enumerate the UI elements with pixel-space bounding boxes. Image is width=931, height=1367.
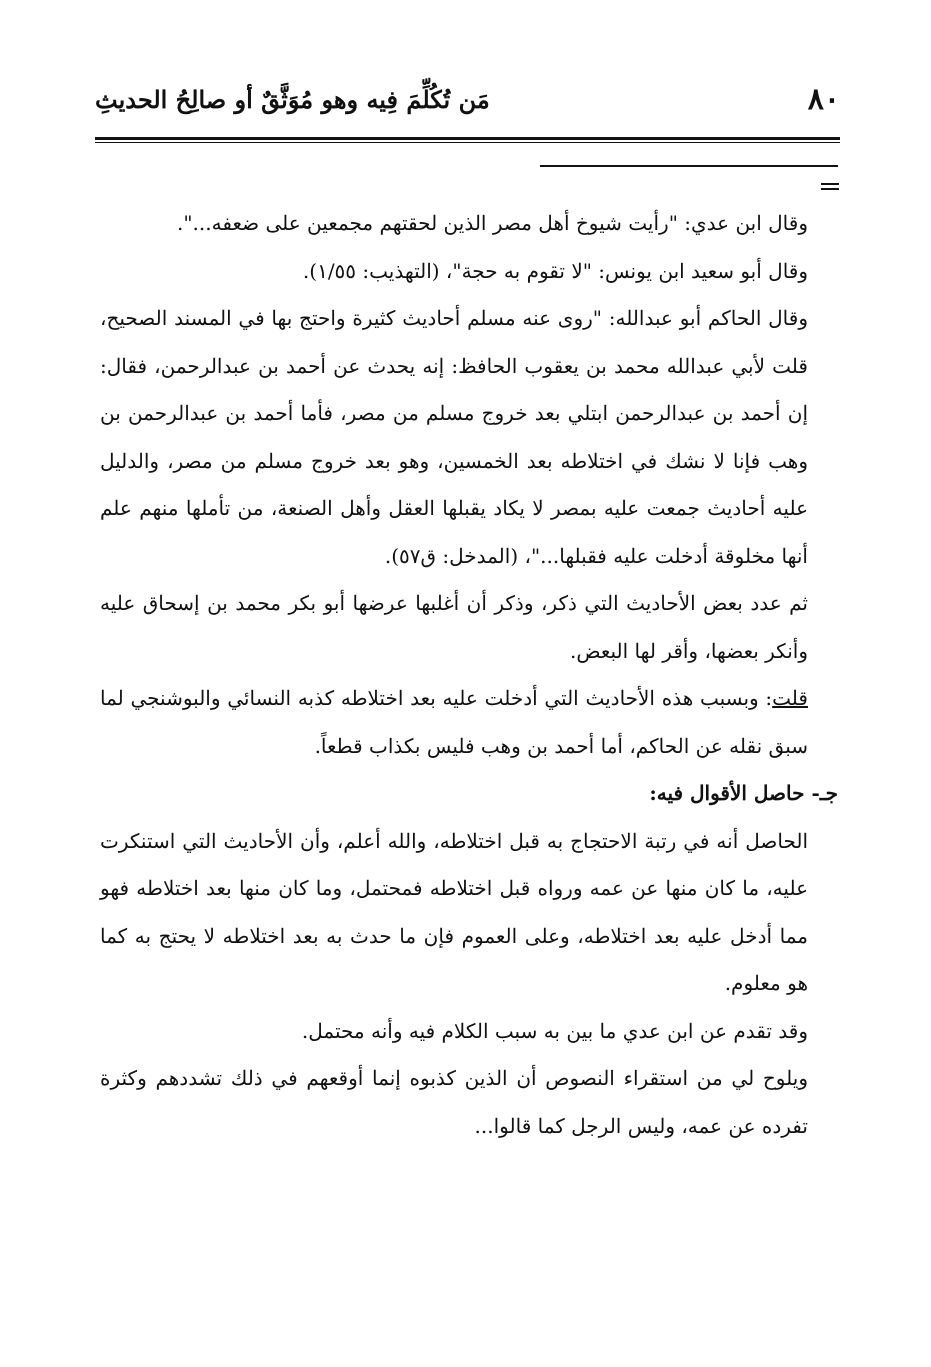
- double-line-mark: [821, 183, 839, 193]
- qultu-text: : وبسبب هذه الأحاديث التي أدخلت عليه بعد اختلاطه كذبه النسائي والبوشنجي لما سبق نقله عن الحاكم، أما أحمد بن وهب فليس بكذاب قطعاً.: [100, 686, 808, 758]
- paragraph-qultu: [100, 675, 808, 770]
- paragraph-ibn-adi: وقال ابن عدي: "رأيت شيوخ أهل مصر الذين لحقتهم مجمعين على ضعفه...".: [177, 211, 808, 235]
- main-text: [100, 200, 838, 1150]
- header-rule: [95, 137, 840, 140]
- paragraph-ibn-adi-reference: وقد تقدم عن ابن عدي ما بين به سبب الكلام فيه وأنه محتمل.: [301, 1018, 808, 1043]
- section-heading: جـ- حاصل الأقوال فيه:: [649, 781, 838, 805]
- paragraph-al-hakim: وقال الحاكم أبو عبدالله: "روى عنه مسلم أحاديث كثيرة واحتج بها في المسند الصحيح، قلت لأبي عبدالله محمد بن يعقوب الحافظ: إنه يحدث عن أحمد بن عبدالرحمن، فقال: إن أحمد بن عبدالرحمن ابتلي بعد خروج مسلم من مصر، فأما أحمد بن عبدالرحمن بن وهب فإنا لا نشك في اختلاطه بعد الخمسين، وهو بعد خروج مسلم من مصر، والدليل عليه أحاديث جمعت عليه بمصر لا يكاد يقبلها العقل وأهل الصنعة، من تأملها منهم علم أنها مخلوقة أدخلت عليه فقبلها..."، (المدخل: ق٥٧).: [100, 306, 808, 568]
- paragraph-summary: الحاصل أنه في رتبة الاحتجاج به قبل اختلاطه، والله أعلم، وأن الأحاديث التي استنكرت عليه، ما كان منها عن عمه ورواه قبل اختلاطه فمحتمل، وما كان منها بعد اختلاطه فهو مما أدخل عليه بعد اختلاطه، وعلى العموم فإن ما حدث به بعد اختلاطه لا يحتج به كما هو معلوم.: [100, 828, 808, 995]
- separator-rule: [540, 165, 838, 167]
- header-rule-thin: [95, 142, 840, 143]
- qultu-label: قلت: [772, 686, 808, 710]
- page-number: ٨٠: [807, 82, 840, 117]
- page-header: [95, 78, 840, 122]
- paragraph-ibn-yunus: وقال أبو سعيد ابن يونس: "لا تقوم به حجة"، (التهذيب: ١/٥٥).: [302, 258, 808, 283]
- running-title: مَن تُكُلِّمَ فِيه وهو مُوَثَّقٌ أو صالِحُ الحديثِ: [95, 85, 490, 114]
- paragraph-conclusion: ويلوح لي من استقراء النصوص أن الذين كذبوه إنما أوقعهم في ذلك تشددهم وكثرة تفرده عن عمه، وليس الرجل كما قالوا...: [100, 1066, 808, 1138]
- paragraph-hadith-count: ثم عدد بعض الأحاديث التي ذكر، وذكر أن أغلبها عرضها أبو بكر محمد بن إسحاق عليه وأنكر بعضها، وأقر لها البعض.: [100, 591, 808, 663]
